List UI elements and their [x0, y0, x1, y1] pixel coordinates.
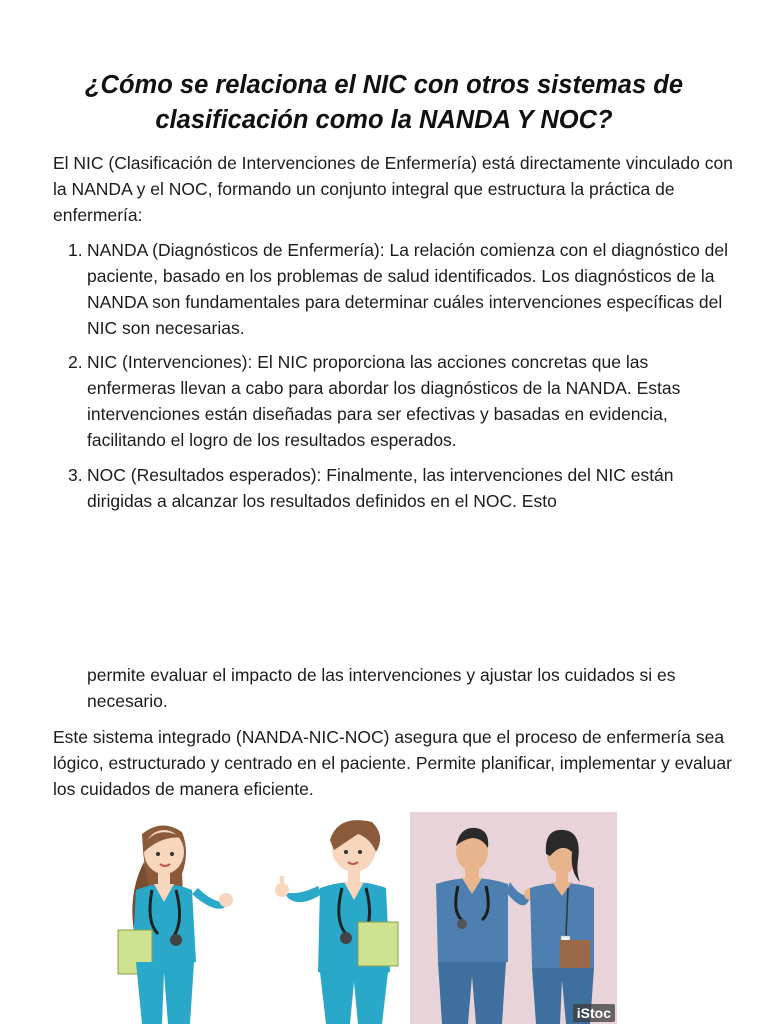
female-nurse-icon	[100, 812, 250, 1024]
male-nurse-icon	[262, 812, 412, 1024]
watermark: iStoc	[573, 1004, 615, 1022]
list-number: 3.	[68, 465, 83, 485]
list-item	[68, 349, 728, 453]
intro-paragraph: El NIC (Clasificación de Intervenciones de Enfermería) está directamente vinculado con la NANDA y el NOC, formando un conjunto integral que estructura la práctica de enfermería:	[53, 153, 733, 225]
list-text: NANDA (Diagnósticos de Enfermería): La relación comienza con el diagnóstico del paciente, basado en los problemas de salud identificados. Los diagnósticos de la NANDA son fundamentales para determinar cuáles intervenciones específicas del NIC son necesarias.	[87, 240, 729, 338]
list-number: 1.	[68, 240, 83, 260]
list-item	[68, 462, 728, 514]
male-nurse-illustration	[262, 812, 412, 1024]
list-number: 2.	[68, 352, 83, 372]
nurse-pair-illustration	[410, 812, 617, 1024]
nurse-pair-icon	[410, 812, 617, 1024]
list-continuation: permite evaluar el impacto de las intervenciones y ajustar los cuidados si es necesario.	[87, 665, 676, 711]
outro-paragraph: Este sistema integrado (NANDA-NIC-NOC) asegura que el proceso de enfermería sea lógico, estructurado y centrado en el paciente. Permite planificar, implementar y evaluar los cuidados de manera eficiente.	[53, 727, 732, 799]
list-text: NOC (Resultados esperados): Finalmente, las intervenciones del NIC están dirigidas a alcanzar los resultados definidos en el NOC. Esto	[87, 465, 674, 511]
female-nurse-illustration	[100, 812, 250, 1024]
page-title: ¿Cómo se relaciona el NIC con otros sistemas de clasificación como la NANDA Y NOC?	[84, 71, 684, 134]
list-text: NIC (Intervenciones): El NIC proporciona las acciones concretas que las enfermeras llevan a cabo para abordar los diagnósticos de la NANDA. Estas intervenciones están diseñadas para ser efectivas y basadas en evidencia, facilitando el logro de los resultados esperados.	[87, 352, 681, 450]
list-item	[68, 237, 728, 341]
